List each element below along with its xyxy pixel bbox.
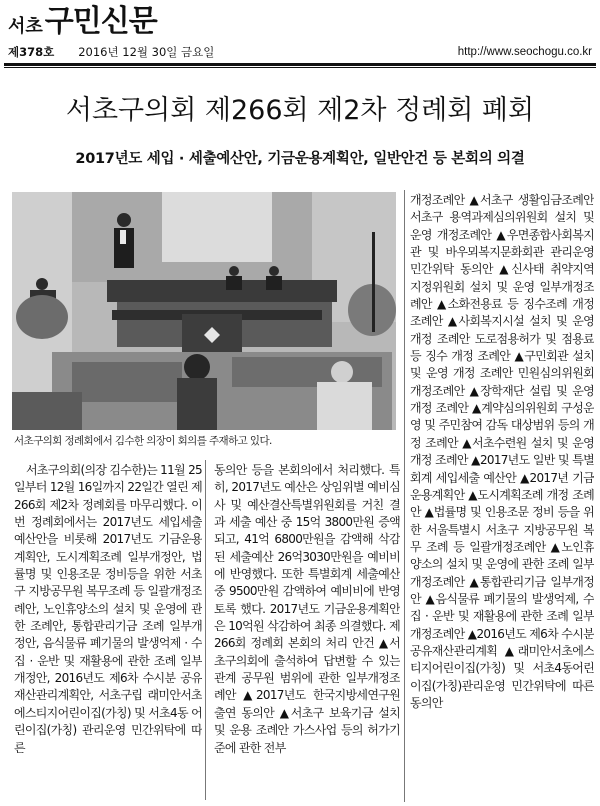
masthead-prefix: 서초 — [8, 16, 43, 37]
photo-illustration — [12, 192, 396, 430]
column-divider — [205, 460, 206, 800]
subheadline: 2017년도 세입 · 세출예산안, 기금운용계획안, 일반안건 등 본회의 의결 — [75, 151, 525, 167]
article-column-1: 서초구의회(의장 김수한)는 11월 25일부터 12월 16일까지 22일간 열린 제266회 제2차 정례회를 마무리했다. 이번 정례회에서는 2017년도 세입세출 예산안을 비롯해 2017년도 기금운용계획안, 도시계획조례 일부개정안, 법률명 및 인용조문 정비등을 위한 서초구 지방공무원 복무조례 등 일괄개정조례안, 노인휴양소의 설치 및 운영에 관한 조례안, 통합관리기금 조례 일부개정안, 음식물류 폐기물의 발생억제 · 수집 · 운반 및 재활용에 관한 조례 일부개정안, 2016년도 제6차 수시분 공유재산관리계획안, 서초구립 래미안서초에스티지어린이집(가칭) 및 서초4동 어린이집(가칭) 관리운영 민간위탁에 따른 — [14, 463, 202, 755]
council-session-photo — [12, 192, 396, 430]
article-column-2: 동의안 등을 본회의에서 처리했다. 특히, 2017년도 예산은 상임위별 예비심사 및 예산결산특별위원회를 거친 결과 세출 예산 중 15억 3800만원 증액되고, 41억 6800만원을 감액해 삭감된 세출예산 26억3030만원을 예비비에 반영했다. 또한 특별회계 세출예산 중 9500만원 감액하여 예비비에 반영토록 했다. 2017년도 기금운용계획안은 10억원 삭감하여 최종 의결했다. 제266회 정례회 본회의 처리 안건 ▲서초구의회에 출석하여 답변할 수 있는 관계 공무원 범위에 관한 일부개정조례안 ▲2017년도 한국지방세연구원 출연 동의안 ▲서초구 보육기금 설치 및 운용 조례안 가스사업 등의 허가기준에 관한 전부 — [214, 463, 400, 755]
issue-bar — [8, 44, 592, 60]
masthead-rule-thin — [4, 67, 596, 68]
issue-date: 2016년 12월 30일 금요일 — [78, 45, 215, 59]
masthead — [8, 4, 157, 38]
issue-number: 제378호 — [8, 45, 55, 59]
masthead-title: 구민신문 — [44, 4, 157, 39]
column-divider — [404, 190, 405, 802]
masthead-rule — [4, 63, 596, 66]
article-column-3: 개정조례안 ▲서초구 생활임금조례안 서초구 용역과제심의위원회 설치 및 운영 개정조례안 ▲우면종합사회복지관 및 바우뫼복지문화회관 관리운영 민간위탁 동의안 ▲신사태 취약지역 지정위원회 설치 및 운영 일부개정조례안 ▲소화전용료 등 징수조례 개정조례안 ▲사회복지시설 설치 및 운영 개정 조례안 도로점용허가 및 점용료 등 징수 개정 조례안 ▲구민회관 설치 및 운영 개정 조례안 민원심의위원회 개정조례안 ▲장학재단 설립 및 운영 개정 조례안 ▲계약심의위원회 구성운영 및 주민참여 감독 대상범위 등의 개정 조례안 ▲서초수련원 설치 및 운영 개정 조례안 ▲2017년도 일반 및 특별회계 세입세출 예산안 ▲2017년 기금운용계획안 ▲도시계획조례 개정 조례안 ▲법률명 및 인용조문 정비 등을 위한 서울특별시 서초구 지방공무원 복무 조례 등 일괄개정조례안 ▲노인휴양소의 설치 및 운영에 관한 조례 일부개정조례안 ▲통합관리기금 일부개정안 ▲음식물류 폐기물의 발생억제, 수집 · 운반 및 재활용에 관한 조례 일부개정조례안 ▲2016년도 제6차 수시분 공유재산관리계획 ▲래미안서초에스티지어린이집(가칭) 및 서초4동어린이집(가칭)관리운영 민간위탁에 따른 동의안 — [410, 193, 594, 710]
website-url: http://www.seochogu.co.kr — [457, 46, 592, 58]
photo-caption: 서초구의회 정례회에서 김수한 의장이 회의를 주재하고 있다. — [14, 435, 272, 447]
headline: 서초구의회 제266회 제2차 정례회 폐회 — [65, 95, 535, 126]
